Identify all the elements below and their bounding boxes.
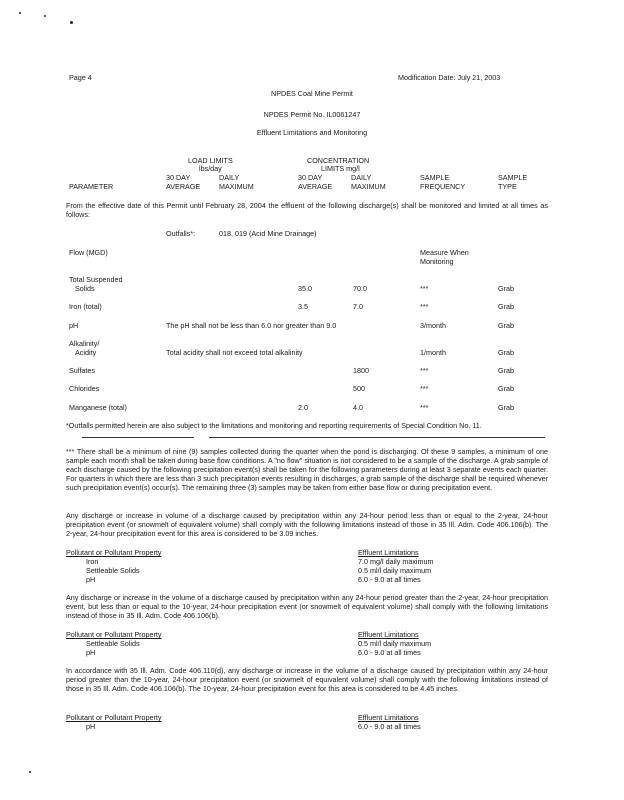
row-manganese-type: Grab <box>498 403 514 412</box>
frequency-head: SAMPLE <box>420 173 450 182</box>
outfalls-value: 018, 019 (Acid Mine Drainage) <box>219 229 317 238</box>
row-flow-freq: Measure When <box>420 248 469 257</box>
row-manganese-avg: 2.0 <box>298 403 308 412</box>
row-iron-avg: 3.5 <box>298 302 308 311</box>
title-effluent: Effluent Limitations and Monitoring <box>256 128 368 137</box>
type-head: SAMPLE <box>498 173 528 182</box>
row-flow-param: Flow (MGD) <box>69 248 108 257</box>
conc-daily-head-2: MAXIMUM <box>351 182 386 191</box>
title-permit-type: NPDES Coal Mine Permit <box>271 89 353 98</box>
table1-row-name: Settleable Solids <box>86 566 140 575</box>
outfalls-label: Outfalls*: <box>166 229 196 238</box>
row-alk-note: Total acidity shall not exceed total alkalinity <box>166 348 303 357</box>
table2-row-limit: 0.5 ml/l daily maximum <box>358 639 432 648</box>
row-ph-type: Grab <box>498 321 514 330</box>
scan-speck <box>44 15 46 17</box>
row-chlorides-type: Grab <box>498 384 514 393</box>
load-30day-head: 30 DAY <box>166 173 191 182</box>
row-chlorides-max: 500 <box>353 384 365 393</box>
row-sulfates-param: Sulfates <box>69 366 95 375</box>
row-iron-param: Iron (total) <box>69 302 102 311</box>
scan-speck <box>19 12 21 14</box>
row-manganese-param: Manganese (total) <box>69 403 127 412</box>
table1-row-name: pH <box>86 575 96 584</box>
load-daily-head-2: MAXIMUM <box>219 182 254 191</box>
row-tss-param: Total Suspended <box>69 275 123 284</box>
modification-date: Modification Date: July 21, 2003 <box>398 73 501 82</box>
scan-speck <box>70 21 73 24</box>
load-limits-heading: LOAD LIMITS <box>188 156 233 165</box>
table1-row-limit: 6.0 - 9.0 at all times <box>358 575 421 584</box>
table1-row-limit: 7.0 mg/l daily maximum <box>358 557 434 566</box>
row-chlorides-freq: *** <box>420 384 429 393</box>
row-sulfates-max: 1800 <box>353 366 369 375</box>
type-head-2: TYPE <box>498 182 517 191</box>
divider-rule-left <box>82 437 194 438</box>
table2-row-name: Settleable Solids <box>86 639 140 648</box>
row-manganese-max: 4.0 <box>353 403 363 412</box>
load-daily-head: DAILY <box>219 173 240 182</box>
row-alk-param: Alkalinity/ <box>69 339 100 348</box>
title-permit-number: NPDES Permit No. IL0061247 <box>263 110 361 119</box>
table1-head-limits: Effluent Limitations <box>358 548 419 557</box>
table2-head-pollutant: Pollutant or Pollutant Property <box>66 630 162 639</box>
table1-row-name: Iron <box>86 557 99 566</box>
parameter-head: PARAMETER <box>69 182 114 191</box>
table2-head-limits: Effluent Limitations <box>358 630 419 639</box>
row-alk-freq: 1/month <box>420 348 446 357</box>
row-sulfates-freq: *** <box>420 366 429 375</box>
row-iron-type: Grab <box>498 302 514 311</box>
page-number: Page 4 <box>69 73 92 82</box>
row-iron-freq: *** <box>420 302 429 311</box>
row-ph-freq: 3/month <box>420 321 446 330</box>
table3-head-pollutant: Pollutant or Pollutant Property <box>66 713 162 722</box>
load-30day-head-2: AVERAGE <box>166 182 201 191</box>
table2-row-name: pH <box>86 648 96 657</box>
row-tss-max: 70.0 <box>353 284 367 293</box>
row-chlorides-param: Chlorides <box>69 384 100 393</box>
conc-units: LIMITS mg/l <box>321 164 360 173</box>
row-flow-freq-2: Monitoring <box>420 257 454 266</box>
over-ten-year-paragraph: In accordance with 35 Ill. Adm. Code 406.110(d), any discharge or increase in the volume of a discharge caused by precipitation within any 24-hour period greater than the 10-year, 24-hour precipitation event (or snowmelt of equivalent volume) shall comply with the following limitations instead of those in 35 Ill. Adm. Code 406.106(b). The 10-year, 24-hour precipitation event for this area is considered to be 4.45 inches. <box>66 666 548 693</box>
row-sulfates-type: Grab <box>498 366 514 375</box>
frequency-head-2: FREQUENCY <box>420 182 466 191</box>
table3-row-name: pH <box>86 722 96 731</box>
row-tss-param-2: Solids <box>75 284 95 293</box>
conc-limits-heading: CONCENTRATION <box>307 156 370 165</box>
conc-30day-head: 30 DAY <box>298 173 323 182</box>
row-tss-type: Grab <box>498 284 514 293</box>
row-tss-avg: 35.0 <box>298 284 312 293</box>
divider-rule-right <box>209 437 545 438</box>
row-manganese-freq: *** <box>420 403 429 412</box>
row-tss-freq: *** <box>420 284 429 293</box>
intro-text: From the effective date of this Permit until February 28, 2004 the effluent of the following discharge(s) shall be monitored and limited at all times as follows: <box>66 201 548 219</box>
scan-speck <box>29 771 31 773</box>
sampling-paragraph: *** There shall be a minimum of nine (9) samples collected during the quarter when the pond is discharging. Of these 9 samples, a minimum of one sample each month shall be taken during base flow conditions. A "no flow" situation is not considered to be a sample of the discharge. A grab sample of each discharge caused by the following precipitation event(s) shall be taken for the following parameters during at least 3 separate events each quarter. For quarters in which there are less than 3 such precipitation events resulting in discharges, a grab sample of the discharge shall be required whenever such precipitation event(s) occur(s). The remaining three (3) samples may be taken from either base flow or during precipitation event. <box>66 447 548 492</box>
ten-year-paragraph: Any discharge or increase in the volume of a discharge caused by precipitation within any 24-hour period greater than the 2-year, 24-hour precipitation event, but less than or equal to the 10-year, 24-hour precipitation event (or snowmelt of equivalent volume) shall comply with the following limitations instead of those in 35 Ill. Adm. Code 406.106(b). <box>66 593 548 620</box>
row-alk-param-2: Acidity <box>75 348 97 357</box>
row-ph-param: pH <box>69 321 79 330</box>
conc-daily-head: DAILY <box>351 173 372 182</box>
row-ph-note: The pH shall not be less than 6.0 nor greater than 9.0 <box>166 321 337 330</box>
load-units: lbs/day <box>199 164 222 173</box>
footnote: *Outfalls permitted herein are also subject to the limitations and monitoring and reporting requirements of Special Condition No. 11. <box>66 421 482 430</box>
row-alk-type: Grab <box>498 348 514 357</box>
table1-row-limit: 0.5 ml/l daily maximum <box>358 566 432 575</box>
table3-row-limit: 6.0 - 9.0 at all times <box>358 722 421 731</box>
row-iron-max: 7.0 <box>353 302 363 311</box>
two-year-paragraph: Any discharge or increase in volume of a discharge caused by precipitation within any 24-hour period less than or equal to the 2-year, 24-hour precipitation event (or snowmelt of equivalent volume) shall comply with the following limitations instead of those in 35 Ill. Adm. Code 406.106(b). The 2-year, 24-hour precipitation event for this area is considered to be 3.09 inches. <box>66 511 548 538</box>
conc-30day-head-2: AVERAGE <box>298 182 333 191</box>
table3-head-limits: Effluent Limitations <box>358 713 419 722</box>
table2-row-limit: 6.0 - 9.0 at all times <box>358 648 421 657</box>
table1-head-pollutant: Pollutant or Pollutant Property <box>66 548 162 557</box>
